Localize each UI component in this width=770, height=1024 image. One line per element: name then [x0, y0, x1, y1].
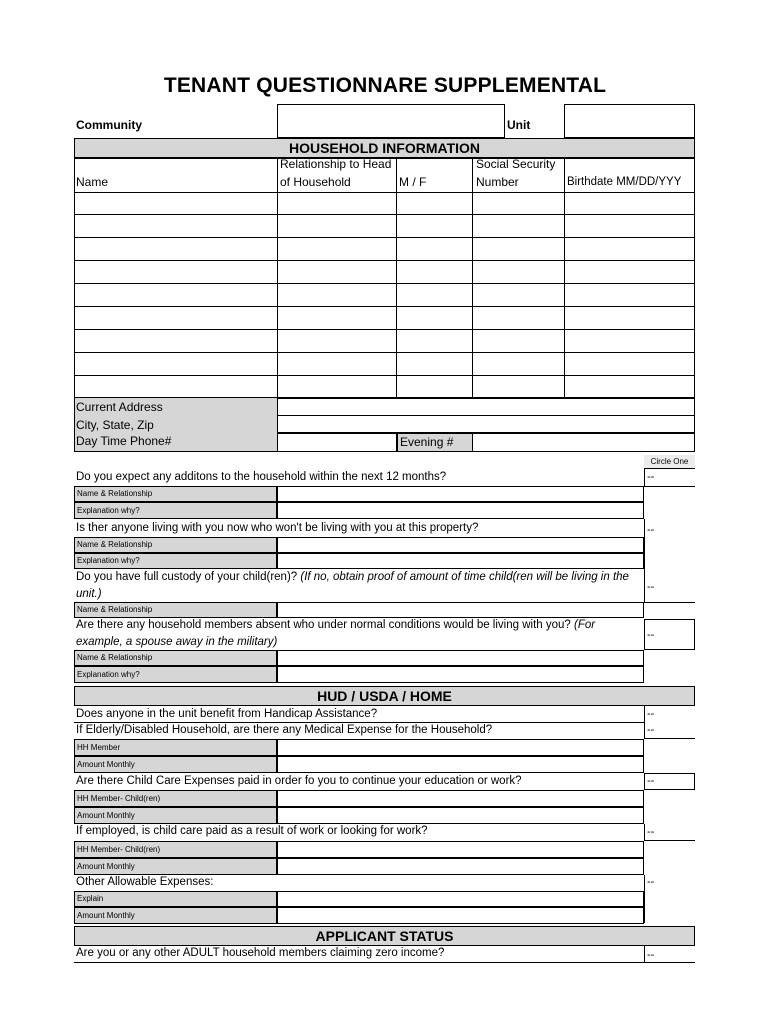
question-childcare-work: If employed, is child care paid as a result of work or looking for work? [76, 825, 428, 837]
question-handicap: Does anyone in the unit benefit from Handicap Assistance? [76, 708, 378, 720]
table-divider [396, 158, 397, 398]
row-line [644, 738, 695, 739]
community-field[interactable] [277, 104, 505, 138]
q1-name-field[interactable] [277, 486, 644, 502]
table-row-line [74, 214, 695, 215]
h2-member-field[interactable] [277, 739, 644, 756]
household-table [74, 158, 695, 398]
col-header-ssn-1: Social Security [476, 157, 556, 171]
circle-one-label: Circle One [644, 455, 695, 469]
row-line [644, 486, 695, 487]
answer-divider [644, 946, 645, 963]
table-row-line [74, 306, 695, 307]
h2-member-label: HH Member [74, 739, 277, 756]
community-label: Community [76, 118, 142, 132]
table-row-line [74, 329, 695, 330]
question-custody-cont: unit.) [76, 588, 102, 600]
page-title: TENANT QUESTIONNARE SUPPLEMENTAL [163, 74, 607, 97]
unit-label: Unit [507, 118, 531, 132]
h2-amount-label: Amount Monthly [74, 756, 277, 773]
q1-name-label: Name & Relationship [74, 486, 277, 502]
col-header-birthdate: Birthdate MM/DD/YYY [567, 176, 682, 188]
current-address-field[interactable] [277, 398, 695, 416]
q3-name-field[interactable] [277, 602, 644, 618]
h4-member-field[interactable] [277, 841, 644, 858]
answer-childcare-work[interactable]: -- [647, 826, 655, 838]
table-row-line [74, 375, 695, 376]
q4-explanation-label: Explanation why? [74, 666, 277, 683]
answer-leaving[interactable]: -- [647, 524, 655, 536]
table-row-line [74, 237, 695, 238]
row-line [74, 962, 695, 963]
answer-custody[interactable]: -- [647, 581, 655, 593]
question-childcare-education: Are there Child Care Expenses paid in order fo you to continue your education or work? [76, 775, 522, 787]
answer-divider [644, 875, 645, 923]
answer-divider [644, 706, 645, 738]
h3-amount-field[interactable] [277, 807, 644, 824]
q2-name-label: Name & Relationship [74, 537, 277, 553]
evening-phone-field[interactable] [472, 433, 695, 452]
answer-box [644, 773, 695, 790]
question-zero-income: Are you or any other ADULT household members claiming zero income? [76, 947, 445, 959]
household-section-header: HOUSEHOLD INFORMATION [74, 138, 695, 158]
col-header-relationship-1: Relationship to Head [280, 157, 392, 171]
answer-additions[interactable]: -- [647, 471, 655, 483]
answer-divider [644, 569, 645, 603]
question-medical: If Elderly/Disabled Household, are there any Medical Expense for the Household? [76, 724, 493, 736]
question-additions: Do you expect any additons to the household within the next 12 months? [76, 471, 447, 483]
answer-divider [644, 824, 645, 841]
table-divider [277, 158, 278, 398]
current-address-label: Current Address [76, 400, 163, 414]
table-row-line [74, 352, 695, 353]
table-row-line [74, 283, 695, 284]
day-phone-field[interactable] [277, 433, 397, 452]
h3-member-label: HH Member- Child(ren) [74, 790, 277, 807]
h5-amount-field[interactable] [277, 907, 644, 924]
h3-amount-label: Amount Monthly [74, 807, 277, 824]
col-header-name: Name [76, 175, 109, 189]
table-divider [472, 158, 473, 398]
q1-explanation-label: Explanation why? [74, 502, 277, 519]
col-header-relationship-2: of Household [280, 175, 351, 189]
h5-explain-label: Explain [74, 891, 277, 907]
answer-absent[interactable]: -- [647, 629, 655, 641]
row-line [74, 722, 644, 723]
h2-amount-field[interactable] [277, 756, 644, 773]
answer-other-expenses[interactable]: -- [647, 876, 655, 888]
day-phone-label: Day Time Phone# [76, 434, 172, 448]
answer-box [644, 619, 695, 650]
city-state-zip-field[interactable] [277, 415, 695, 433]
question-custody: Do you have full custody of your child(ren)? (If no, obtain proof of amount of time child(ren will be living in the [76, 571, 629, 583]
q4-name-field[interactable] [277, 650, 644, 666]
applicant-section-header: APPLICANT STATUS [74, 926, 695, 946]
hud-section-header: HUD / USDA / HOME [74, 686, 695, 706]
unit-field[interactable] [564, 104, 695, 138]
q4-name-label: Name & Relationship [74, 650, 277, 666]
q1-explanation-field[interactable] [277, 502, 644, 519]
h4-member-label: HH Member- Child(ren) [74, 841, 277, 858]
table-row-line [74, 192, 695, 193]
answer-divider [644, 469, 645, 487]
h3-member-field[interactable] [277, 790, 644, 807]
h5-amount-label: Amount Monthly [74, 907, 277, 924]
col-header-ssn-2: Number [476, 175, 519, 189]
answer-medical[interactable]: -- [647, 724, 655, 736]
question-absent-cont: example, a spouse away in the military) [76, 636, 278, 648]
col-header-mf: M / F [399, 175, 427, 189]
answer-divider [644, 519, 645, 569]
table-row-line [74, 260, 695, 261]
q2-explanation-field[interactable] [277, 553, 644, 569]
table-divider [564, 158, 565, 398]
question-other-expenses: Other Allowable Expenses: [76, 876, 214, 888]
q2-name-field[interactable] [277, 537, 644, 553]
row-line [644, 840, 695, 841]
question-leaving: Is ther anyone living with you now who won't be living with you at this property? [76, 522, 479, 534]
answer-handicap[interactable]: -- [647, 708, 655, 720]
h5-explain-field[interactable] [277, 891, 644, 907]
question-absent: Are there any household members absent who under normal conditions would be living with you? (For [76, 619, 596, 631]
row-line [644, 602, 695, 603]
q4-explanation-field[interactable] [277, 666, 644, 683]
answer-childcare-education[interactable]: -- [647, 775, 655, 787]
evening-label: Evening # [397, 433, 473, 452]
city-state-zip-label: City, State, Zip [76, 418, 154, 432]
answer-zero-income[interactable]: -- [647, 949, 655, 961]
h4-amount-field[interactable] [277, 858, 644, 875]
q3-name-label: Name & Relationship [74, 602, 277, 618]
h4-amount-label: Amount Monthly [74, 858, 277, 875]
q2-explanation-label: Explanation why? [74, 553, 277, 569]
